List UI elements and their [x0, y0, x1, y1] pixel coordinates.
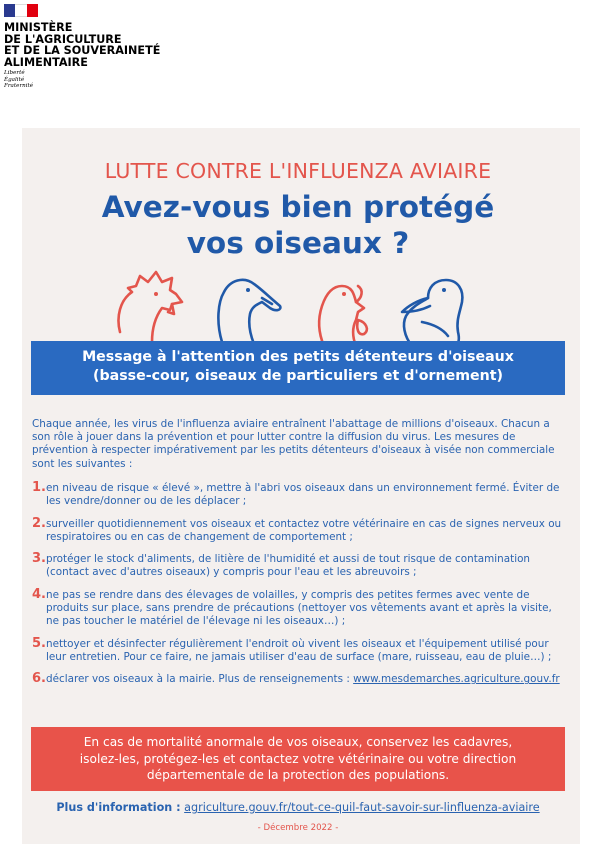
motto-line: Liberté [4, 70, 25, 77]
banner-line: (basse-cour, oiseaux de particuliers et d'ornement) [93, 368, 503, 384]
mesdemarches-link[interactable]: www.mesdemarches.agriculture.gouv.fr [353, 673, 560, 686]
item-text: nettoyer et désinfecter régulièrement l'endroit où vivent les oiseaux et l'équipement utilisé pour leur entretien. Pour ce faire, ne jamais utiliser d'eau de surface (mare, ruisseau, eau de pluie…) ; [46, 637, 552, 663]
turkey-icon [319, 286, 367, 346]
item-text: déclarer vos oiseaux à la mairie. Plus de renseignements : [46, 673, 354, 686]
item-text: en niveau de risque « élevé », mettre à l'abri vos oiseaux dans un environnement fermé. Éviter de les vendre/donner ou de les déplacer ; [46, 482, 560, 508]
birds-illustration [112, 262, 484, 348]
measures-list [32, 482, 568, 687]
item-number: 4. [32, 586, 46, 602]
ministry-line: MINISTÈRE [4, 21, 73, 34]
title-line: vos oiseaux ? [186, 226, 410, 260]
more-info-link[interactable]: agriculture.gouv.fr/tout-ce-quil-faut-savoir-sur-linfluenza-aviaire [184, 801, 540, 814]
ministry-line: DE L'AGRICULTURE [4, 32, 122, 46]
list-item [32, 482, 568, 509]
mortality-alert-banner [31, 727, 565, 791]
alert-line: En cas de mortalité anormale de vos oiseaux, conservez les cadavres, [83, 735, 513, 749]
item-text: protéger le stock d'aliments, de litière de l'humidité et aussi de tout risque de contamination (contact avec d'autres oiseaux) y compris pour l'eau et les abreuvoirs ; [46, 553, 531, 579]
republic-motto [4, 70, 160, 89]
item-number: 5. [32, 635, 46, 651]
title-line: Avez-vous bien protégé [101, 190, 495, 224]
duck-icon [402, 280, 462, 346]
ministry-header [4, 4, 160, 90]
list-item [32, 586, 568, 629]
alert-line: isolez-les, protégez-les et contactez votre vétérinaire ou votre direction [79, 751, 517, 766]
ministry-line: ALIMENTAIRE [4, 55, 88, 69]
ministry-name [4, 22, 160, 68]
list-item [32, 635, 568, 665]
list-item [32, 515, 568, 545]
audience-banner [31, 341, 565, 395]
poster-title [0, 189, 596, 261]
poster-kicker: LUTTE CONTRE L'INFLUENZA AVIAIRE [104, 159, 492, 183]
item-number: 2. [32, 515, 46, 531]
motto-line: Fraternité [4, 83, 34, 90]
goose-icon [218, 280, 280, 344]
item-number: 3. [32, 551, 46, 567]
alert-line: départementale de la protection des populations. [146, 768, 450, 782]
item-text: surveiller quotidiennement vos oiseaux et contactez votre vétérinaire en cas de signes nerveux ou respiratoires ou en cas de changement de comportement ; [46, 517, 562, 543]
ministry-line: ET DE LA SOUVERAINETÉ [4, 44, 161, 58]
banner-line: Message à l'attention des petits détenteurs d'oiseaux [82, 349, 514, 365]
publication-date: - Décembre 2022 - [257, 823, 339, 833]
item-number: 6. [32, 671, 46, 687]
list-item [32, 673, 568, 686]
rooster-icon [119, 272, 183, 342]
more-info-label: Plus d'information : [56, 801, 181, 814]
item-number: 1. [32, 480, 46, 495]
more-info [0, 801, 596, 814]
item-text: ne pas se rendre dans des élevages de volailles, y compris des petites fermes avec vente de produits sur place, sans prendre de précautions (nettoyer vos vêtements avant et après la visite, ne pas toucher le matériel de l'élevage ni les oiseaux…) ; [46, 588, 552, 628]
french-flag-icon [4, 4, 38, 17]
motto-line: Égalité [4, 76, 25, 83]
list-item [32, 553, 568, 580]
intro-paragraph: Chaque année, les virus de l'influenza aviaire entraînent l'abattage de millions d'oiseaux. Chacun a son rôle à jouer dans la prévention et pour lutter contre la diffusion du virus. Les mesures de prévention à respecter impérativement par les petits détenteurs d'oiseaux à visée non commerciale sont les suivantes : [32, 418, 555, 470]
